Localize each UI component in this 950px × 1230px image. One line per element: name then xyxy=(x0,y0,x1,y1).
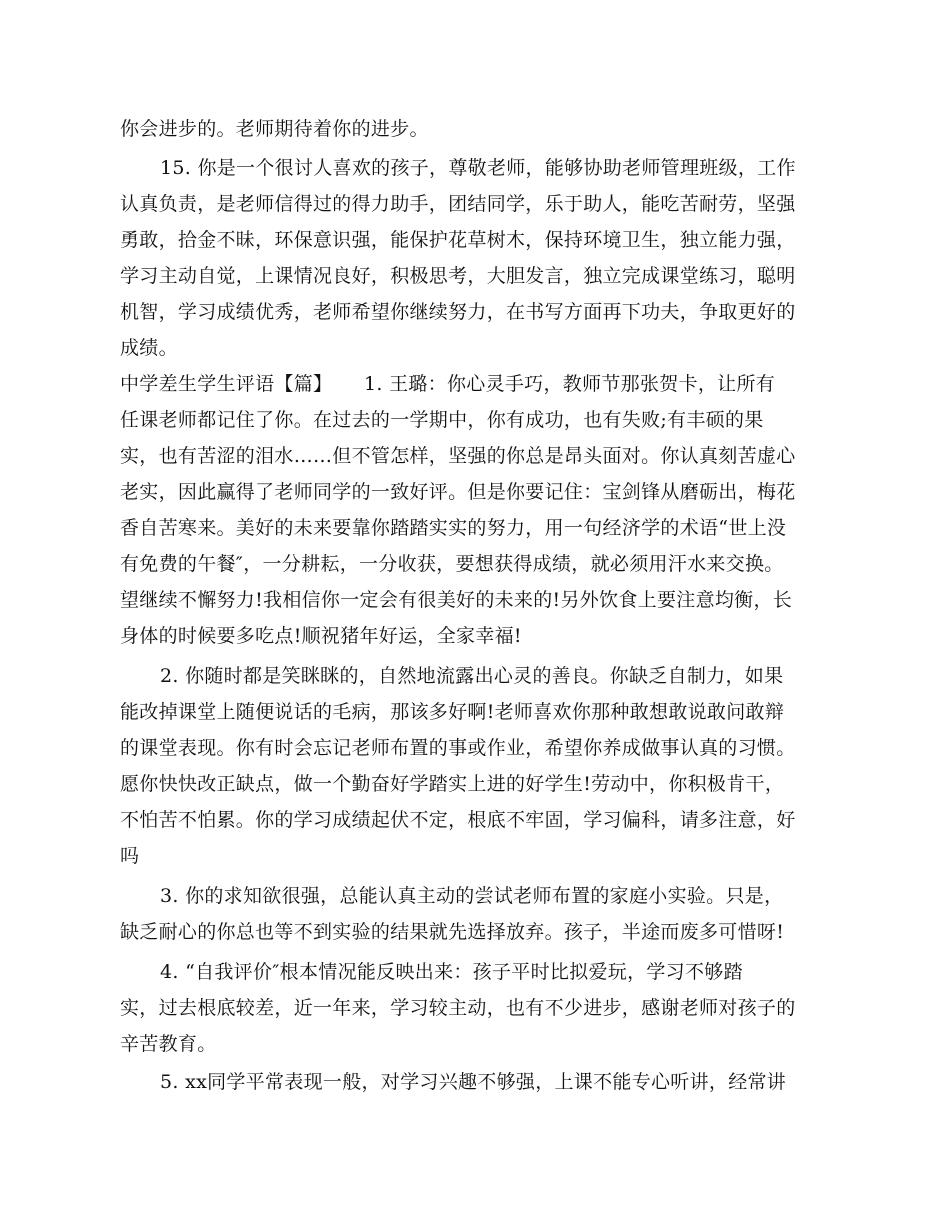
text-line: 香自苦寒来。美好的未来要靠你踏踏实实的努力，用一句经济学的术语“世上没 xyxy=(120,517,787,539)
text-line: 老实，因此赢得了老师同学的一致好评。但是你要记住：宝剑锋从磨砺出，梅花 xyxy=(120,481,796,503)
paragraph-4-start: 4. “自我评价″根本情况能反映出来：孩子平时比拟爱玩，学习不够踏 xyxy=(160,961,743,983)
text-line: 任课老师都记住了你。在过去的一学期中，你有成功，也有失败;有丰硕的果 xyxy=(120,409,764,431)
text-line: 能改掉课堂上随便说话的毛病，那该多好啊!老师喜欢你那种敢想敢说敢问敢辩 xyxy=(120,701,785,723)
text-line: 成绩。 xyxy=(120,337,178,359)
text-line: 身体的时候要多吃点!顺祝猪年好运，全家幸福! xyxy=(120,625,522,647)
paragraph-3-start: 3. 你的求知欲很强，总能认真主动的尝试老师布置的家庭小实验。只是， xyxy=(160,885,784,907)
text-line: 学习主动自觉，上课情况良好，积极思考，大胆发言，独立完成课堂练习，聪明 xyxy=(120,265,796,287)
text-line: 勇敢，拾金不昧，环保意识强，能保护花草树木，保持环境卫生，独立能力强， xyxy=(120,229,796,251)
text-line: 望继续不懈努力!我相信你一定会有很美好的未来的!另外饮食上要注意均衡，长 xyxy=(120,589,793,611)
text-line: 实，也有苦涩的泪水……但不管怎样，坚强的你总是昂头面对。你认真刻苦虚心 xyxy=(120,445,796,467)
text-line: 不怕苦不怕累。你的学习成绩起伏不定，根底不牢固，学习偏科，请多注意，好 xyxy=(120,809,796,831)
text-line: 辛苦教育。 xyxy=(120,1033,217,1055)
text-line: 机智，学习成绩优秀，老师希望你继续努力，在书写方面再下功夫，争取更好的 xyxy=(120,301,796,323)
section-heading-line: 中学差生学生评语【篇】 1. 王璐：你心灵手巧，教师节那张贺卡，让所有 xyxy=(120,373,776,395)
text-line: 愿你快快改正缺点，做一个勤奋好学踏实上进的好学生!劳动中，你积极肯干， xyxy=(120,773,785,795)
text-line: 你会进步的。老师期待着你的进步。 xyxy=(120,118,429,140)
text-line: 的课堂表现。你有时会忘记老师布置的事或作业，希望你养成做事认真的习惯。 xyxy=(120,737,796,759)
paragraph-5-start: 5. xx同学平常表现一般，对学习兴趣不够强，上课不能专心听讲，经常讲 xyxy=(160,1071,787,1093)
text-line: 有免费的午餐″，一分耕耘，一分收获，要想获得成绩，就必须用汗水来交换。 xyxy=(120,553,784,575)
text-line: 吗 xyxy=(120,845,140,867)
text-line: 实，过去根底较差，近一年来，学习较主动，也有不少进步，感谢老师对孩子的 xyxy=(120,997,796,1019)
text-line: 认真负责，是老师信得过的得力助手，团结同学，乐于助人，能吃苦耐劳，坚强 xyxy=(120,193,796,215)
paragraph-2-start: 2. 你随时都是笑眯眯的，自然地流露出心灵的善良。你缺乏自制力，如果 xyxy=(160,665,784,687)
text-line: 缺乏耐心的你总也等不到实验的结果就先选择放弃。孩子，半途而废多可惜呀! xyxy=(120,921,785,943)
paragraph-15-start: 15. 你是一个很讨人喜欢的孩子，尊敬老师，能够协助老师管理班级，工作 xyxy=(160,157,796,179)
